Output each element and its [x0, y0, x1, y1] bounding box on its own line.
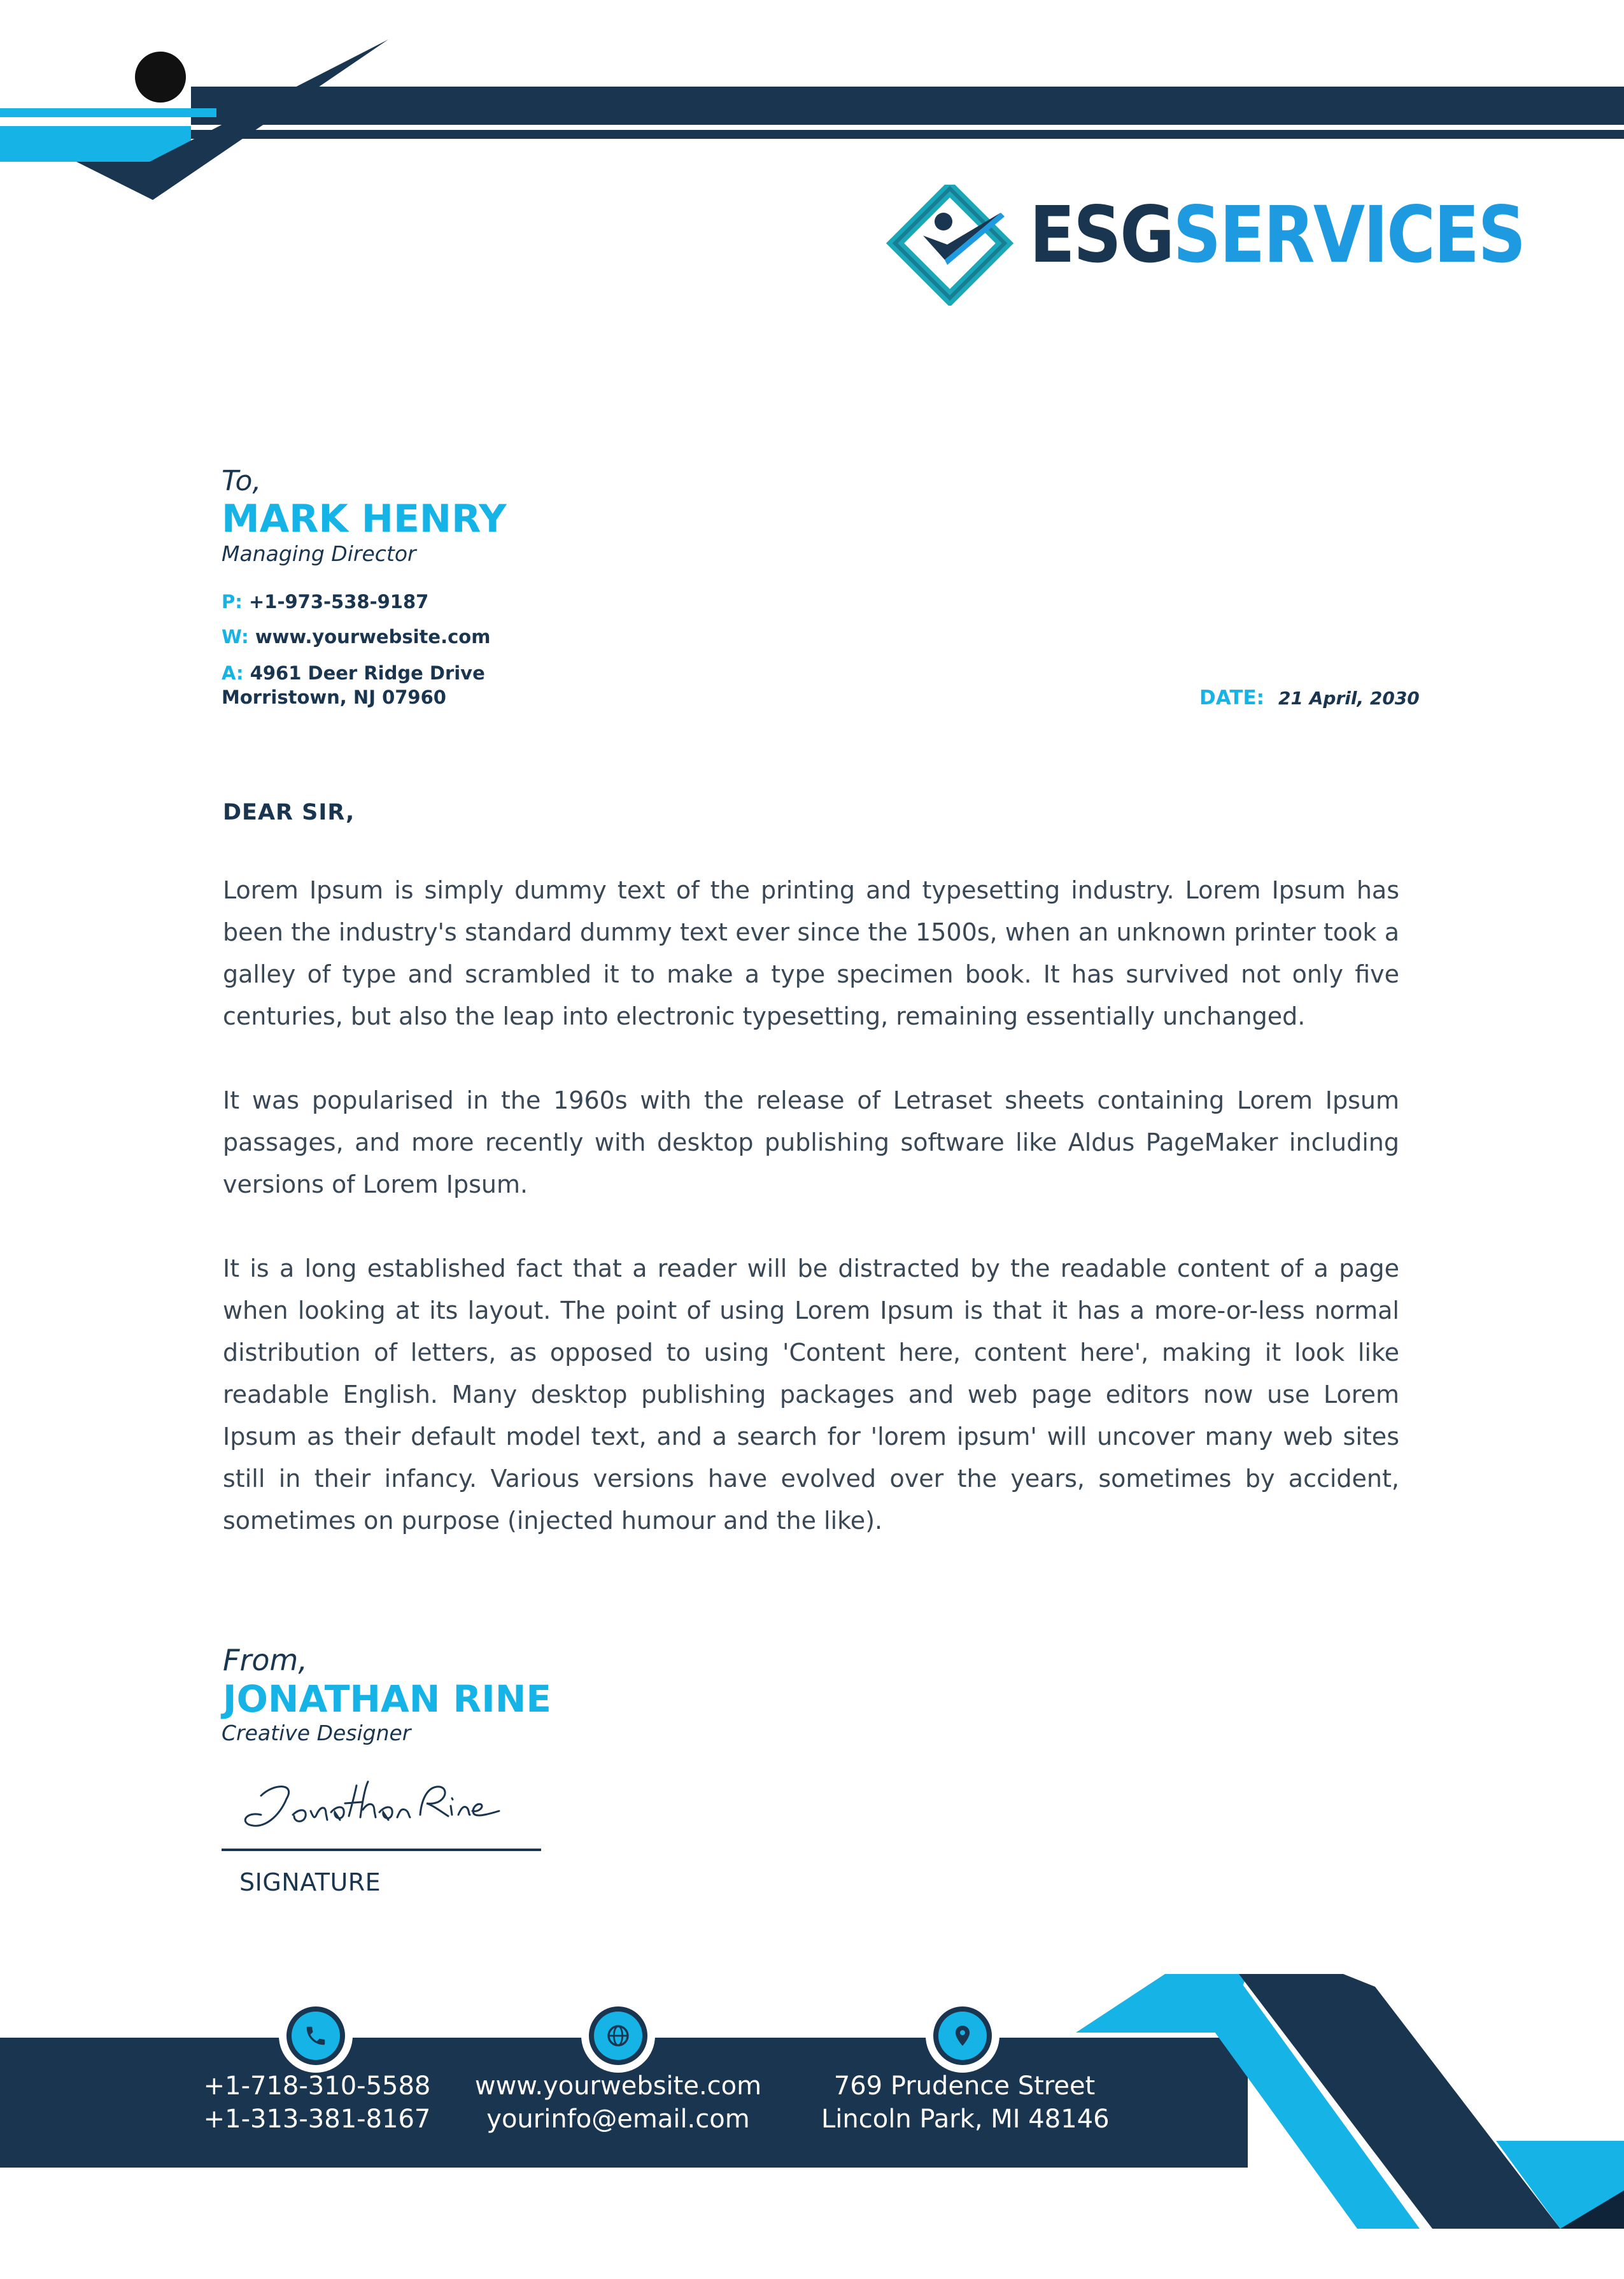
location-pin-icon: [950, 2023, 975, 2048]
company-logo: [886, 185, 1525, 306]
footer-website: www.yourwebsite.com: [474, 2071, 762, 2101]
letter-greeting: DEAR SIR,: [223, 800, 355, 825]
phone-label: P:: [222, 591, 243, 613]
footer-location-icon-badge: [926, 1999, 999, 2073]
recipient-address-line1: [222, 662, 485, 684]
date-label: DATE:: [1199, 686, 1265, 709]
address-value-1: 4961 Deer Ridge Drive: [250, 662, 485, 684]
footer-phone-block: [190, 2070, 444, 2136]
logo-text-services: SERVICES: [1173, 190, 1525, 280]
footer-web-block: [472, 2070, 765, 2136]
footer-email: yourinfo@email.com: [486, 2105, 750, 2134]
footer-phone-icon-badge: [279, 1999, 353, 2073]
recipient-title: Managing Director: [222, 541, 416, 566]
footer-address-1: 769 Prudence Street: [833, 2071, 1096, 2101]
recipient-website: [222, 626, 490, 648]
header-dot: [135, 52, 186, 103]
recipient-address-line2: Morristown, NJ 07960: [222, 686, 446, 708]
website-label: W:: [222, 626, 249, 648]
phone-value: +1-973-538-9187: [248, 591, 429, 613]
recipient-phone: [222, 591, 428, 613]
address-label: A:: [222, 662, 244, 684]
signature-label: SIGNATURE: [239, 1868, 381, 1896]
handwritten-signature: [236, 1770, 516, 1840]
sender-name: JONATHAN RINE: [223, 1677, 551, 1721]
recipient-salutation: To,: [222, 465, 262, 497]
footer-web-icon-badge: [581, 1999, 655, 2073]
letter-paragraph-1: Lorem Ipsum is simply dummy text of the printing and typesetting industry. Lorem Ipsum has been the industry's standard dummy text ever since the 1500s, when an unknown printer took a galley of type and scrambled it to make a type specimen book. It has survived not only five centuries, but also the leap into electronic typesetting, remaining essentially unchanged.: [223, 876, 1399, 1030]
letter-date: [1199, 686, 1420, 709]
footer-phone-2: +1-313-381-8167: [203, 2105, 431, 2134]
letter-paragraph-3: It is a long established fact that a reader will be distracted by the readable content of a page when looking at its layout. The point of using Lorem Ipsum is that it has a more-or-less normal distribution of letters, as opposed to using 'Content here, content here', making it look like readable English. Many desktop publishing packages and web page editors now use Lorem Ipsum as their default model text, and a search for 'lorem ipsum' will uncover many web sites still in their infancy. Various versions have evolved over the years, sometimes by accident, sometimes on purpose (injected humour and the like).: [223, 1254, 1399, 1535]
logo-wordmark: [1029, 190, 1525, 280]
footer-address-2: Lincoln Park, MI 48146: [821, 2105, 1110, 2134]
globe-icon: [605, 2023, 631, 2048]
sender-from-label: From,: [223, 1643, 307, 1677]
logo-text-esg: ESG: [1029, 190, 1173, 280]
letter-paragraph-2: It was popularised in the 1960s with the release of Letraset sheets containing Lorem Ipsum passages, and more recently with desktop publishing software like Aldus PageMaker including versions of Lorem Ipsum.: [223, 1086, 1399, 1198]
header-decoration: [0, 0, 1624, 210]
signature-line: [222, 1849, 541, 1851]
sender-title: Creative Designer: [222, 1721, 411, 1745]
footer-address-block: [821, 2070, 1108, 2136]
recipient-name: MARK HENRY: [222, 497, 507, 541]
website-value: www.yourwebsite.com: [255, 626, 491, 648]
logo-mark-icon: [886, 185, 1013, 306]
phone-icon: [304, 2024, 328, 2048]
footer-phone-1: +1-718-310-5588: [203, 2071, 431, 2101]
date-value: 21 April, 2030: [1278, 688, 1420, 709]
